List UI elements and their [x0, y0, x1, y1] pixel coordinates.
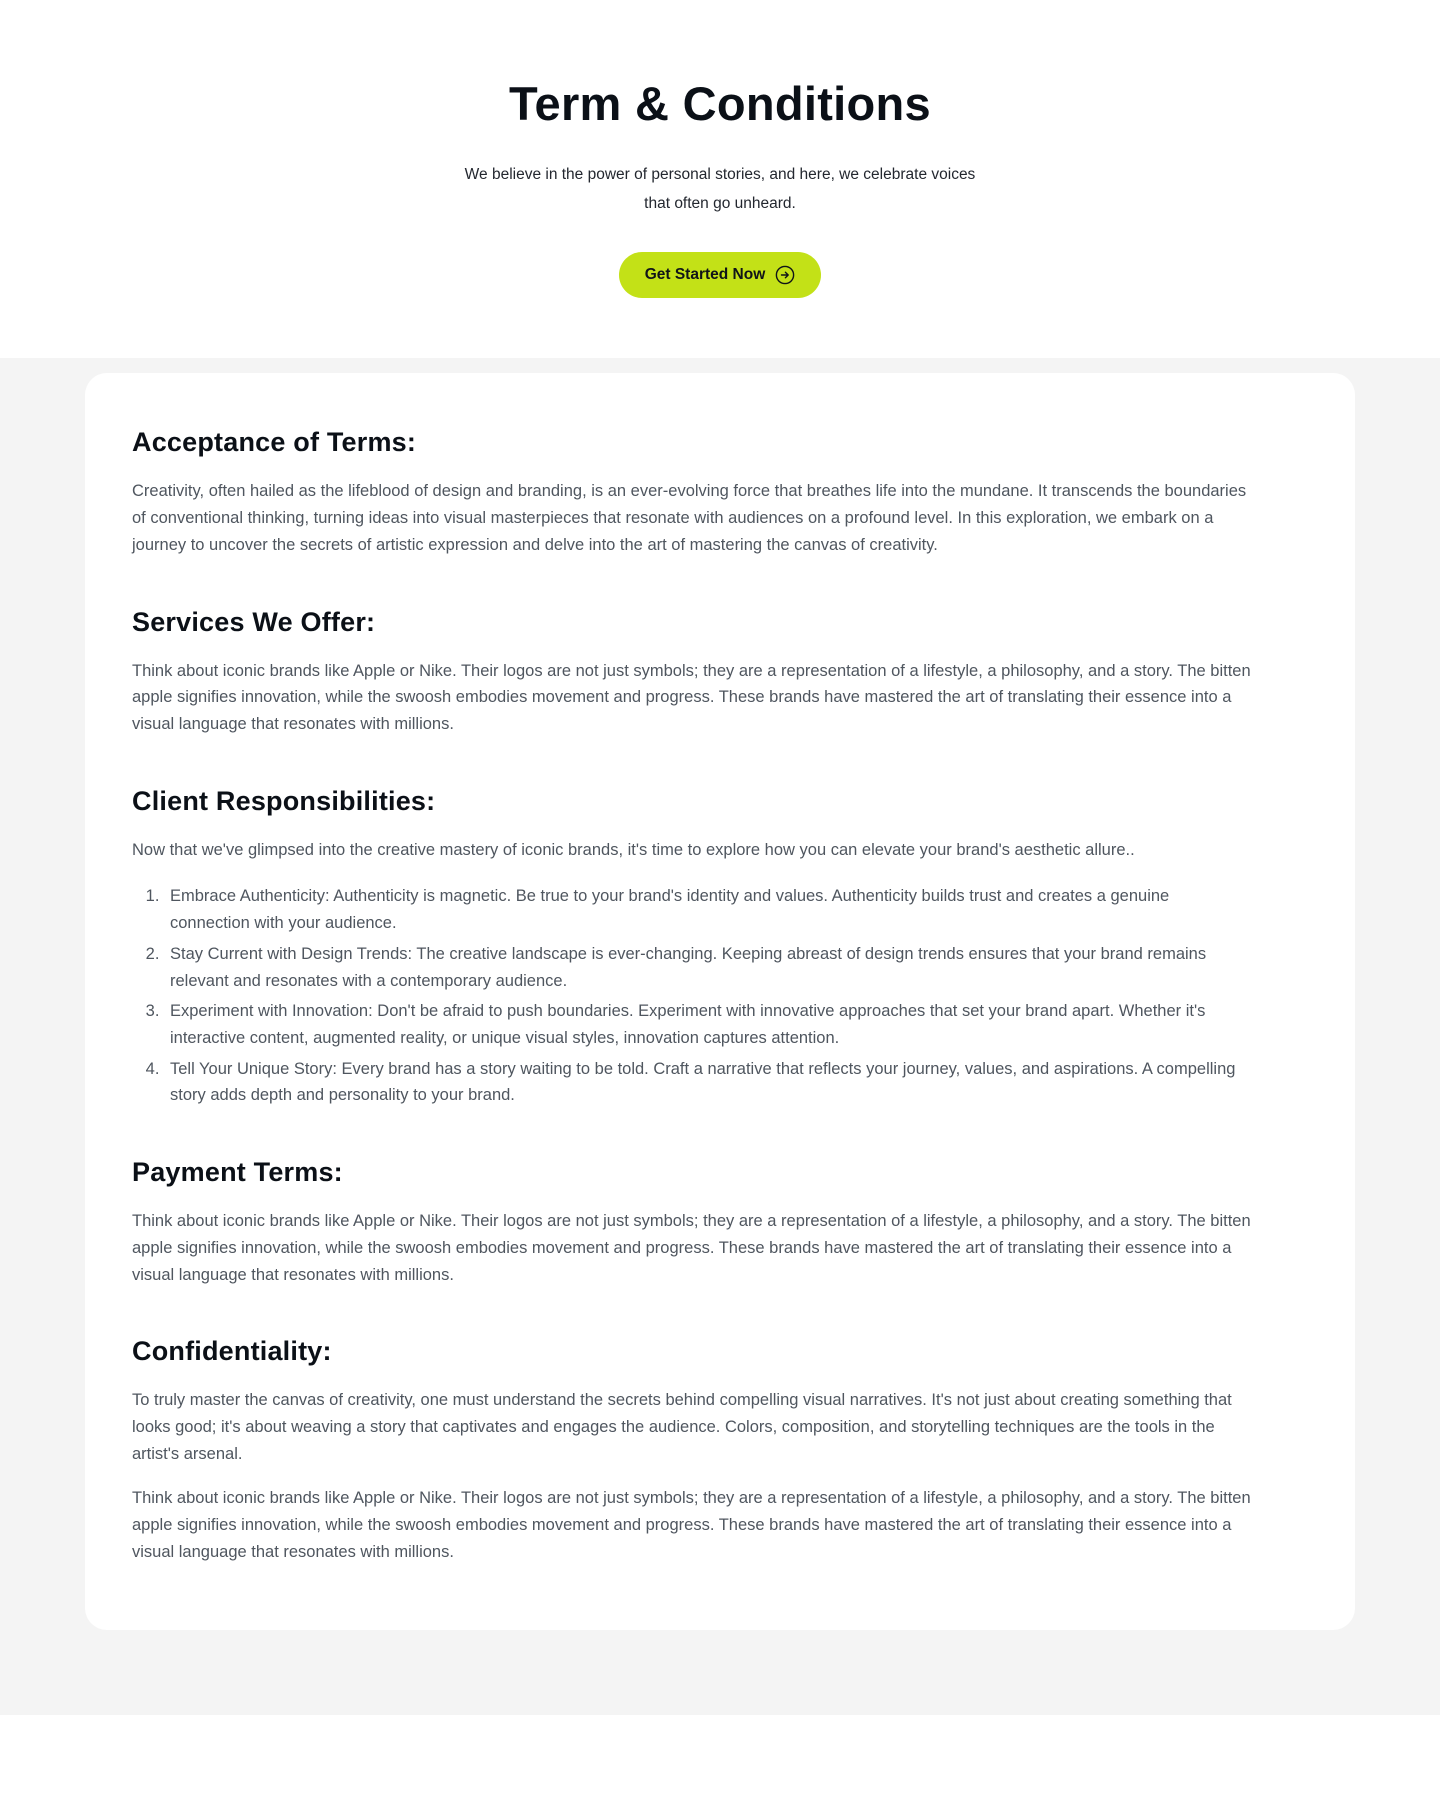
section-paragraph: Think about iconic brands like Apple or Nike. Their logos are not just symbols; they are a representation of a lifestyle, a philosophy, and a story. The bitten apple signifies innovation, while the swoosh embodies movement and progress. These brands have mastered the art of translating their essence into a visual language that resonates with millions. [132, 1489, 1251, 1561]
list-item: 2. Stay Current with Design Trends: The creative landscape is ever-changing. Keeping abreast of design trends ensures that your brand remains relevant and resonates with a contemporary audience. [164, 941, 1252, 994]
hero-subtitle-line2: that often go unheard. [644, 194, 796, 212]
hero-section [0, 0, 1440, 358]
section-acceptance-of-terms [132, 427, 1308, 558]
hero-subtitle-line1: We believe in the power of personal stories, and here, we celebrate voices [464, 166, 976, 183]
section-heading: Payment Terms: [132, 1157, 343, 1188]
section-heading: Confidentiality: [132, 1336, 332, 1367]
list-item: 1. Embrace Authenticity: Authenticity is magnetic. Be true to your brand's identity and values. Authenticity builds trust and creates a genuine connection with your audience. [164, 883, 1252, 936]
content-band [0, 358, 1440, 1714]
section-confidentiality [132, 1336, 1308, 1565]
section-paragraph: To truly master the canvas of creativity, one must understand the secrets behind compelling visual narratives. It's not just about creating something that looks good; it's about weaving a story that captivates and engages the audience. Colors, composition, and storytelling techniques are the tools in the artist's arsenal. [132, 1391, 1232, 1463]
get-started-button[interactable] [619, 252, 822, 298]
list-item: 4. Tell Your Unique Story: Every brand has a story waiting to be told. Craft a narrative that reflects your journey, values, and aspirations. A compelling story adds depth and personality to your brand. [164, 1056, 1252, 1109]
section-paragraph: Creativity, often hailed as the lifeblood of design and branding, is an ever-evolving force that breathes life into the mundane. It transcends the boundaries of conventional thinking, turning ideas into visual masterpieces that resonate with audiences on a profound level. In this exploration, we embark on a journey to uncover the secrets of artistic expression and delve into the art of mastering the canvas of creativity. [132, 482, 1247, 554]
page-title: Term & Conditions [509, 77, 931, 130]
arrow-right-circle-icon [775, 265, 795, 285]
list-item: 3. Experiment with Innovation: Don't be afraid to push boundaries. Experiment with innovative approaches that set your brand apart. Whether it's interactive content, augmented reality, or unique visual styles, innovation captures attention. [164, 998, 1252, 1051]
section-paragraph: Think about iconic brands like Apple or Nike. Their logos are not just symbols; they are a representation of a lifestyle, a philosophy, and a story. The bitten apple signifies innovation, while the swoosh embodies movement and progress. These brands have mastered the art of translating their essence into a visual language that resonates with millions. [132, 661, 1251, 733]
responsibilities-list [132, 883, 1252, 1109]
section-heading: Client Responsibilities: [132, 785, 436, 816]
terms-card [85, 373, 1355, 1629]
section-paragraph: Now that we've glimpsed into the creative mastery of iconic brands, it's time to explore how you can elevate your brand's aesthetic allure.. [132, 840, 1135, 859]
section-services-we-offer [132, 607, 1308, 738]
section-heading: Services We Offer: [132, 606, 376, 637]
hero-subtitle [440, 161, 1000, 218]
get-started-label: Get Started Now [644, 266, 766, 284]
section-heading: Acceptance of Terms: [132, 427, 417, 458]
section-client-responsibilities [132, 786, 1308, 1109]
section-paragraph: Think about iconic brands like Apple or Nike. Their logos are not just symbols; they are a representation of a lifestyle, a philosophy, and a story. The bitten apple signifies innovation, while the swoosh embodies movement and progress. These brands have mastered the art of translating their essence into a visual language that resonates with millions. [132, 1212, 1251, 1284]
section-payment-terms [132, 1157, 1308, 1288]
